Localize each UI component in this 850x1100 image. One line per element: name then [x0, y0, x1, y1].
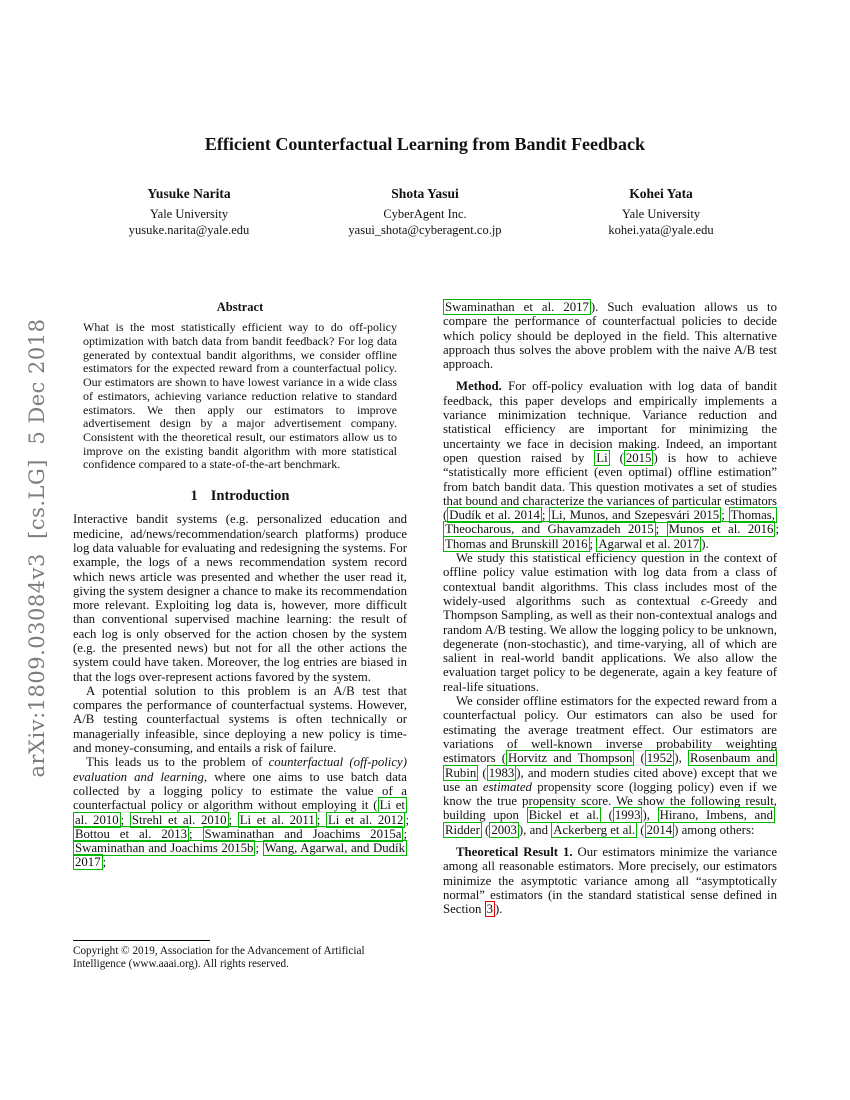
citation-link[interactable]: Thomas and Brunskill 2016: [445, 536, 588, 551]
citation-link[interactable]: Strehl et al. 2010: [131, 812, 227, 827]
paragraph: A potential solution to this problem is an A/B test that compares the performance of counterfactual systems. However, A/B testing counterfactual systems is often technically or managerially infeasible, since deploying a new policy is time- and money-consuming, and entails a risk of failure.: [73, 683, 407, 756]
citation-link[interactable]: 1983: [488, 765, 515, 780]
section-label: Introduction: [210, 488, 290, 505]
paragraph: We consider offline estimators for the expected reward from a counterfactual policy. Our estimators can also be used for estimating the average treatment effect. Our estimators are variations of well-known inverse probability weighting estimators ( Horvitz and Thompson ( 1952 ), Rosenbaum and Rubin ( 1983 ), and modern studies cited above) except that we use an estimated propensity score (logging policy) even if we know the true propensity score. We show the following result, building upon Bickel et al. ( 1993 ), Hirano, Imbens, and Ridder ( 2003 ), and Ackerberg et al. ( 2014 ) among others:: [443, 694, 777, 837]
citation-link[interactable]: Ackerberg et al.: [553, 822, 636, 837]
section-heading-introduction: [73, 489, 407, 503]
citation-link[interactable]: Li: [596, 450, 608, 465]
author-affiliation: Yale University: [621, 207, 701, 221]
citation-link[interactable]: Li et al. 2010: [75, 798, 405, 827]
author-name: Shota Yasui: [391, 186, 459, 201]
paragraph: Swaminathan et al. 2017 ). Such evaluation allows us to compare the performance of counterfactual policies to decide which policy should be deployed in the field. This alternative approach thus solves the above problem with the naive A/B test approach.: [443, 300, 777, 372]
citation-link[interactable]: 2015: [625, 450, 652, 465]
abstract-heading: Abstract: [216, 300, 264, 314]
citation-link[interactable]: Dudík et al. 2014: [449, 508, 540, 523]
citation-link[interactable]: Swaminathan and Joachims 2015b: [75, 841, 254, 856]
citation-link[interactable]: Bottou et al. 2013: [75, 826, 187, 841]
paragraph: Interactive bandit systems (e.g. personalized education and medicine, ad/news/recommendation/search platforms) produce log data valuable for evaluating and redesigning the systems. For example, the logs of a news recommendation system record which news article was presented and whether the user read it, giving the system designer a chance to make its recommendation more relevant. Exploiting log data is, however, more difficult than conventional supervised machine learning: the result of each log is only observed for the action chosen by the system (e.g. the presented news) but not for all the other actions the system could have taken. Moreover, the log entries are biased in that the logs over-represent actions favored by the system.: [73, 512, 407, 684]
text-segment: Method.: [456, 379, 502, 394]
left-column: [73, 300, 410, 870]
abstract-text: What is the most statistically efficient way to do off-policy optimization with batch data from bandit feedback? For log data generated by contextual bandit algorithms, we consider offline estimators for the expected reward from a counterfactual policy. Our estimators are shown to have lowest variance in a wide class of estimators, achieving variance reduction relative to standard estimators. We then apply our estimators to improve advertisement design by a major advertisement company. Consistent with the theoretical result, our estimators allow us to improve on the existing bandit algorithm with more statistical confidence compared to a state-of-the-art benchmark.: [83, 320, 397, 472]
text-segment: Theoretical Result 1.: [456, 844, 573, 859]
author-name: Yusuke Narita: [147, 186, 231, 201]
paragraph: We study this statistical efficiency question in the context of offline policy value estimation with log data from a class of contextual bandit algorithms. This class includes most of the widely-used algorithms such as contextual ϵ-Greedy and Thompson Sampling, as well as their non-contextual analogs and random A/B testing. We allow the logging policy to be unknown, degenerate (non-stochastic), and time-varying, all of which are salient in real-world bandit applications. We also allow the evaluation target policy to be degenerate, again a key feature of real-life situations.: [443, 551, 777, 694]
citation-link[interactable]: Munos et al. 2016: [668, 522, 774, 537]
citation-link[interactable]: Hirano, Imbens, and Ridder: [445, 808, 773, 837]
author-affiliation: Yale University: [149, 207, 229, 221]
citation-link[interactable]: 2014: [646, 822, 673, 837]
text-segment: estimated: [482, 779, 532, 794]
author-block: [545, 186, 777, 238]
citation-link[interactable]: Thomas, Theocharous, and Ghavamzadeh 2015: [445, 508, 775, 537]
citation-link[interactable]: Li et al. 2012: [327, 812, 404, 827]
arxiv-watermark: arXiv:1809.03084v3 [cs.LG] 5 Dec 2018: [25, 318, 49, 778]
paragraph: This leads us to the problem of counterfactual (off-policy) evaluation and learning, where one aims to use batch data collected by a logging policy to estimate the value of a counterfactual policy or algorithm without employing it ( Li et al. 2010 ; Strehl et al. 2010 ; Li et al. 2011 ; Li et al. 2012 ; Bottou et al. 2013 ; Swaminathan and Joachims 2015a ; Swaminathan and Joachims 2015b ; Wang, Agarwal, and Dudík 2017 ;: [73, 755, 410, 870]
copyright-footnote: [73, 940, 407, 971]
citation-link[interactable]: Wang, Agarwal, and Dudík 2017: [75, 841, 405, 870]
text-segment: ϵ: [700, 593, 706, 608]
footnote-rule: [73, 940, 210, 941]
section-ref-link[interactable]: 3: [486, 902, 493, 917]
paper-title: Efficient Counterfactual Learning from Bandit Feedback: [204, 134, 646, 154]
author-row: [73, 186, 777, 238]
citation-link[interactable]: Li et al. 2011: [239, 812, 315, 827]
author-block: [73, 186, 305, 238]
citation-link[interactable]: Li, Munos, and Szepesvári 2015: [551, 508, 720, 523]
citation-link[interactable]: 1993: [614, 808, 641, 823]
intro-paragraphs: [73, 512, 410, 870]
citation-link[interactable]: Agarwal et al. 2017: [598, 536, 700, 551]
citation-link[interactable]: Swaminathan et al. 2017: [445, 300, 589, 314]
citation-link[interactable]: Swaminathan and Joachims 2015a: [204, 826, 402, 841]
citation-link[interactable]: Rosenbaum and Rubin: [445, 751, 776, 780]
author-affiliation: CyberAgent Inc.: [383, 207, 467, 221]
section-number: 1: [190, 488, 198, 505]
author-block: [309, 186, 541, 238]
citation-link[interactable]: Horvitz and Thompson: [508, 751, 633, 766]
paragraph: Method. For off-policy evaluation with log data of bandit feedback, this paper develops and empirically implements a variance minimization technique. Variance reduction and statistical efficiency are important for minimizing the uncertainty we face in decision making. Indeed, an important open question raised by Li ( 2015 ) is how to achieve “statistically more efficient (even optimal) offline estimation” from batch bandit data. This question motivates a set of studies that bound and characterize the variances of particular estimators ( Dudík et al. 2014 ; Li, Munos, and Szepesvári 2015 ; Thomas, Theocharous, and Ghavamzadeh 2015 ; Munos et al. 2016 ; Thomas and Brunskill 2016 ; Agarwal et al. 2017 ).: [443, 379, 779, 551]
citation-link[interactable]: 2003: [491, 822, 517, 837]
author-name: Kohei Yata: [629, 186, 693, 201]
text-segment: counterfactual (off-policy) evaluation and learning: [73, 755, 407, 784]
right-column: [443, 300, 777, 916]
author-email: yusuke.narita@yale.edu: [128, 223, 250, 237]
author-email: kohei.yata@yale.edu: [608, 223, 714, 237]
copyright-notice: Copyright © 2019, Association for the Advancement of Artificial Intelligence (www.aaai.org). All rights reserved.: [73, 945, 365, 970]
right-paragraphs: [443, 300, 777, 916]
author-email: yasui_shota@cyberagent.co.jp: [348, 223, 502, 237]
citation-link[interactable]: Bickel et al.: [528, 808, 599, 823]
paragraph: Theoretical Result 1. Our estimators minimize the variance among all reasonable estimators. More precisely, our estimators minimize the asymptotic variance among all “asymptotically normal” estimators (in the standard statistical sense defined in Section 3 ).: [443, 844, 777, 917]
citation-link[interactable]: 1952: [646, 751, 673, 766]
